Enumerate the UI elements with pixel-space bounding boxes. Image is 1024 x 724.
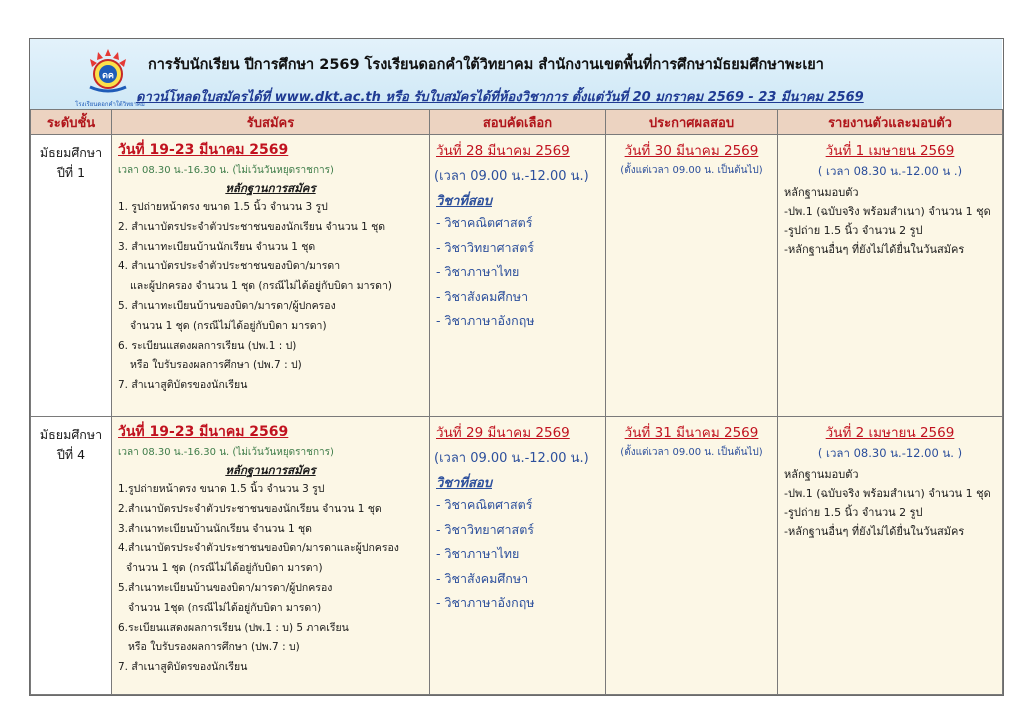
docs-title: หลักฐานการสมัคร [225,181,316,195]
apply-date: วันที่ 19-23 มีนาคม 2569 [118,424,289,440]
list-item: จำนวน 1 ชุด (กรณีไม่ได้อยู่กับบิดา มารดา) [130,319,327,332]
exam-date: วันที่ 29 มีนาคม 2569 [436,425,570,441]
level-label: มัธยมศึกษา [39,145,103,160]
list-item: และผู้ปกครอง จำนวน 1 ชุด (กรณีไม่ได้อยู่กับบิดา มารดา) [130,280,392,293]
apply-cell [112,417,430,695]
school-logo-icon [80,47,136,103]
list-item: 3.สำเนาทะเบียนบ้านนักเรียน จำนวน 1 ชุด [118,522,312,535]
list-item: 6.ระเบียนแสดงผลการเรียน (ปพ.1 : บ) 5 ภาคเรียน [118,621,349,634]
list-item: - วิชาคณิตศาสตร์ [436,215,533,230]
level-cell [31,417,112,695]
page-title: การรับนักเรียน ปีการศึกษา 2569 โรงเรียนดอกคำใต้วิทยาคม สำนักงานเขตพื้นที่การศึกษามัธยมศึกษาพะเยา [148,57,824,73]
docs-title: หลักฐานการสมัคร [225,463,316,477]
col-header-apply: รับสมัคร [112,110,430,135]
apply-time: เวลา 08.30 น.-16.30 น. (ไม่เว้นวันหยุดราชการ) [118,165,334,176]
admission-sheet [29,38,1004,696]
result-date: วันที่ 31 มีนาคม 2569 [624,425,759,441]
svg-text:ดค: ดค [102,71,114,81]
table-row [31,417,1003,695]
table-header-row [31,110,1003,135]
list-item: 5. สำเนาทะเบียนบ้านของบิดา/มารดา/ผู้ปกครอง [118,299,336,312]
list-item: -ปพ.1 (ฉบับจริง พร้อมสำเนา) จำนวน 1 ชุด [784,205,991,218]
result-cell [606,417,778,695]
list-item: - วิชาวิทยาศาสตร์ [436,239,535,255]
subjects-title: วิชาที่สอบ [436,476,492,491]
list-item: -รูปถ่าย 1.5 นิ้ว จำนวน 2 รูป [784,506,923,519]
list-item: หรือ ใบรับรองผลการศึกษา (ปพ.7 : ป) [130,359,302,372]
list-item: -รูปถ่าย 1.5 นิ้ว จำนวน 2 รูป [784,224,923,237]
apply-cell [112,135,430,417]
page-subtitle: ดาวน์โหลดใบสมัครได้ที่ www.dkt.ac.th หรือ รับใบสมัครได้ที่ห้องวิชาการ ตั้งแต่วันที่ 20 มกราคม 2569 - 23 มีนาคม 2569 [136,90,864,105]
result-time: (ตั้งแต่เวลา 09.00 น. เป็นต้นไป) [620,447,763,458]
list-item: - วิชาคณิตศาสตร์ [436,497,533,512]
list-item: - วิชาภาษาอังกฤษ [436,595,535,610]
report-date: วันที่ 2 เมษายน 2569 [825,425,955,441]
result-cell [606,135,778,417]
list-item: - วิชาสังคมศึกษา [436,288,529,304]
admission-table [30,109,1003,695]
list-item: - วิชาสังคมศึกษา [436,570,529,586]
level-year: ปีที่ 4 [56,447,86,462]
logo-caption: โรงเรียนดอกคำใต้วิทยาคม [75,101,145,108]
exam-time: (เวลา 09.00 น.-12.00 น.) [434,169,589,184]
col-header-report: รายงานตัวและมอบตัว [778,110,1003,135]
apply-date: วันที่ 19-23 มีนาคม 2569 [118,142,289,158]
docs-list [112,198,429,396]
list-item: 2. สำเนาบัตรประจำตัวประชาชนของนักเรียน จำนวน 1 ชุด [118,220,386,233]
list-item: 5.สำเนาทะเบียนบ้านของบิดา/มารดา/ผู้ปกครอง [118,581,333,594]
list-item: 2.สำเนาบัตรประจำตัวประชาชนของนักเรียน จำนวน 1 ชุด [118,502,382,515]
apply-time: เวลา 08.30 น.-16.30 น. (ไม่เว้นวันหยุดราชการ) [118,447,334,458]
col-header-level: ระดับชั้น [31,110,112,135]
list-item: 4. สำเนาบัตรประจำตัวประชาชนของบิดา/มารดา [118,260,341,273]
list-item: 7. สำเนาสูติบัตรของนักเรียน [118,661,248,674]
list-item: หลักฐานมอบตัว [784,186,859,199]
exam-date: วันที่ 28 มีนาคม 2569 [436,143,570,159]
list-item: - วิชาภาษาไทย [436,264,520,279]
list-item: -หลักฐานอื่นๆ ที่ยังไม่ได้ยื่นในวันสมัคร [784,525,965,538]
list-item: 1. รูปถ่ายหน้าตรง ขนาด 1.5 นิ้ว จำนวน 3 รูป [118,201,328,213]
list-item: 4.สำเนาบัตรประจำตัวประชาชนของบิดา/มารดาและผู้ปกครอง [118,542,399,555]
list-item: 1.รูปถ่ายหน้าตรง ขนาด 1.5 นิ้ว จำนวน 3 รูป [118,483,325,495]
list-item: จำนวน 1ชุด (กรณีไม่ได้อยู่กับบิดา มารดา) [128,601,322,614]
level-cell [31,135,112,417]
report-cell [778,417,1003,695]
col-header-result: ประกาศผลสอบ [606,110,778,135]
exam-time: (เวลา 09.00 น.-12.00 น.) [434,451,589,466]
result-date: วันที่ 30 มีนาคม 2569 [624,143,759,159]
list-item: -หลักฐานอื่นๆ ที่ยังไม่ได้ยื่นในวันสมัคร [784,243,965,256]
list-item: -ปพ.1 (ฉบับจริง พร้อมสำเนา) จำนวน 1 ชุด [784,487,991,500]
report-cell [778,135,1003,417]
list-item: หลักฐานมอบตัว [784,468,859,481]
result-time: (ตั้งแต่เวลา 09.00 น. เป็นต้นไป) [620,165,763,176]
docs-list [112,480,429,678]
report-time: ( เวลา 08.30 น.-12.00 น. ) [817,446,963,460]
level-year: ปีที่ 1 [56,165,86,180]
header-banner [30,39,1002,110]
subjects-title: วิชาที่สอบ [436,194,492,209]
list-item: - วิชาภาษาไทย [436,546,520,561]
level-label: มัธยมศึกษา [39,427,103,442]
table-row [31,135,1003,417]
list-item: จำนวน 1 ชุด (กรณีไม่ได้อยู่กับบิดา มารดา) [126,562,323,575]
report-date: วันที่ 1 เมษายน 2569 [825,143,955,159]
exam-cell [430,417,606,695]
list-item: - วิชาภาษาอังกฤษ [436,313,535,328]
list-item: 3. สำเนาทะเบียนบ้านนักเรียน จำนวน 1 ชุด [118,240,316,253]
list-item: หรือ ใบรับรองผลการศึกษา (ปพ.7 : บ) [128,641,300,654]
col-header-exam: สอบคัดเลือก [430,110,606,135]
exam-cell [430,135,606,417]
list-item: 7. สำเนาสูติบัตรของนักเรียน [118,379,248,392]
list-item: - วิชาวิทยาศาสตร์ [436,521,535,537]
report-time: ( เวลา 08.30 น.-12.00 น .) [817,164,963,178]
list-item: 6. ระเบียนแสดงผลการเรียน (ปพ.1 : ป) [118,339,297,352]
